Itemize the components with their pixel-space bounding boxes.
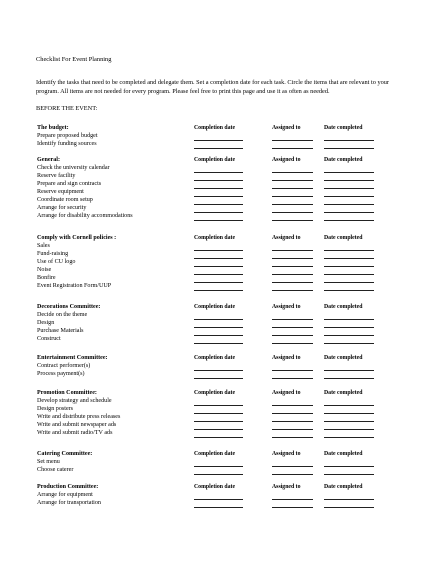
section-title: General: [37,157,61,163]
checklist-item-label: Arrange for equipment [37,492,93,498]
checklist-item-row [36,414,396,422]
assigned-to-line[interactable] [272,290,313,291]
checklist-section [36,484,396,508]
column-header: Completion date [194,304,236,310]
column-header: Date completed [324,125,363,131]
checklist-item-row [36,492,396,500]
column-header: Date completed [324,235,363,241]
section-title: Comply with Cornell policies : [37,235,117,241]
completion-date-line[interactable] [194,148,243,149]
completion-date-line[interactable] [194,343,243,344]
section-title: Decorations Committee: [37,304,101,310]
document-intro: Identify the tasks that need to be completed and delegate them. Set a completion date for each task. Circle the items that are relevant to your program. All items are not needed for every program. Please feel free to print this page and use it as often as needed. [36,79,390,95]
checklist-item-row [36,267,396,275]
checklist-item-row [36,205,396,213]
column-header: Assigned to [272,484,301,490]
column-header: Date completed [324,390,363,396]
checklist-item-label: Process payment(s) [37,371,85,377]
column-header: Completion date [194,355,236,361]
checklist-item-label: Identify funding sources [37,141,97,147]
assigned-to-line[interactable] [272,343,313,344]
before-event-heading: BEFORE THE EVENT: [36,105,98,112]
checklist-section [36,235,396,291]
completion-date-line[interactable] [194,378,243,379]
checklist-item-row [36,213,396,221]
checklist-item-row [36,430,396,438]
section-header-row [36,355,396,363]
column-header: Date completed [324,484,363,490]
section-header-row [36,304,396,312]
checklist-item-label: Reserve equipment [37,189,84,195]
checklist-section [36,125,396,149]
assigned-to-line[interactable] [272,437,313,438]
checklist-section [36,304,396,344]
column-header: Completion date [194,157,236,163]
column-header: Date completed [324,451,363,457]
checklist-item-label: Prepare proposed budget [37,133,98,139]
completion-date-line[interactable] [194,290,243,291]
completion-date-line[interactable] [194,507,243,508]
checklist-item-row [36,467,396,475]
column-header: Assigned to [272,304,301,310]
date-completed-line[interactable] [324,220,374,221]
assigned-to-line[interactable] [272,220,313,221]
section-title: Production Committee: [37,484,99,490]
column-header: Date completed [324,355,363,361]
checklist-item-row [36,328,396,336]
checklist-item-label: Develop strategy and schedule [37,398,112,404]
checklist-item-label: Decide on the theme [37,312,88,318]
checklist-item-row [36,500,396,508]
document-title: Checklist For Event Planning [36,56,112,63]
column-header: Completion date [194,390,236,396]
section-header-row [36,390,396,398]
column-header: Assigned to [272,355,301,361]
checklist-item-label: Contract performer(s) [37,363,91,369]
checklist-item-row [36,312,396,320]
checklist-item-label: Purchase Materials [37,328,84,334]
checklist-item-row [36,133,396,141]
date-completed-line[interactable] [324,437,374,438]
assigned-to-line[interactable] [272,474,313,475]
checklist-item-label: Set menu [37,459,60,465]
column-header: Date completed [324,157,363,163]
checklist-item-label: Noise [37,267,52,273]
checklist-item-label: Construct [37,336,61,342]
checklist-item-label: Write and submit radio/TV ads [37,430,113,436]
checklist-item-label: Event Registration Form/UUP [37,283,112,289]
checklist-item-row [36,371,396,379]
assigned-to-line[interactable] [272,378,313,379]
checklist-item-row [36,259,396,267]
checklist-section [36,390,396,438]
checklist-item-label: Coordinate room setup [37,197,93,203]
checklist-item-label: Check the university calendar [37,165,110,171]
date-completed-line[interactable] [324,474,374,475]
checklist-item-label: Design [37,320,55,326]
checklist-item-label: Arrange for transportation [37,500,101,506]
checklist-item-row [36,197,396,205]
checklist-item-row [36,283,396,291]
checklist-item-label: Write and distribute press releases [37,414,121,420]
checklist-item-row [36,141,396,149]
date-completed-line[interactable] [324,290,374,291]
column-header: Assigned to [272,390,301,396]
section-header-row [36,125,396,133]
date-completed-line[interactable] [324,343,374,344]
checklist-item-row [36,189,396,197]
section-title: Promotion Committee: [37,390,97,396]
assigned-to-line[interactable] [272,507,313,508]
section-header-row [36,235,396,243]
column-header: Assigned to [272,125,301,131]
column-header: Completion date [194,235,236,241]
checklist-item-label: Design posters [37,406,74,412]
section-title: The budget: [37,125,69,131]
column-header: Completion date [194,451,236,457]
completion-date-line[interactable] [194,437,243,438]
checklist-item-label: Arrange for security [37,205,87,211]
checklist-item-label: Fund-raising [37,251,69,257]
section-header-row [36,451,396,459]
checklist-section [36,157,396,221]
checklist-item-row [36,320,396,328]
checklist-section [36,451,396,475]
date-completed-line[interactable] [324,148,374,149]
checklist-item-label: Bonfire [37,275,56,281]
checklist-item-label: Write and submit newspaper ads [37,422,117,428]
checklist-item-label: Reserve facility [37,173,76,179]
column-header: Completion date [194,484,236,490]
section-title: Catering Committee: [37,451,93,457]
column-header: Completion date [194,125,236,131]
assigned-to-line[interactable] [272,148,313,149]
checklist-item-row [36,173,396,181]
checklist-item-row [36,336,396,344]
checklist-item-row [36,181,396,189]
checklist-item-row [36,459,396,467]
section-header-row [36,484,396,492]
section-title: Entertainment Committee: [37,355,108,361]
column-header: Assigned to [272,235,301,241]
date-completed-line[interactable] [324,507,374,508]
checklist-item-row [36,398,396,406]
checklist-item-row [36,406,396,414]
column-header: Assigned to [272,157,301,163]
completion-date-line[interactable] [194,220,243,221]
checklist-item-label: Sales [37,243,50,249]
column-header: Date completed [324,304,363,310]
completion-date-line[interactable] [194,474,243,475]
checklist-item-row [36,251,396,259]
checklist-item-label: Use of CU logo [37,259,76,265]
column-header: Assigned to [272,451,301,457]
checklist-section [36,355,396,379]
checklist-item-row [36,422,396,430]
checklist-item-label: Choose caterer [37,467,74,473]
checklist-item-label: Arrange for disability accommodations [37,213,133,219]
checklist-item-row [36,243,396,251]
checklist-item-label: Prepare and sign contracts [37,181,102,187]
checklist-item-row [36,363,396,371]
checklist-item-row [36,275,396,283]
section-header-row [36,157,396,165]
date-completed-line[interactable] [324,378,374,379]
checklist-item-row [36,165,396,173]
